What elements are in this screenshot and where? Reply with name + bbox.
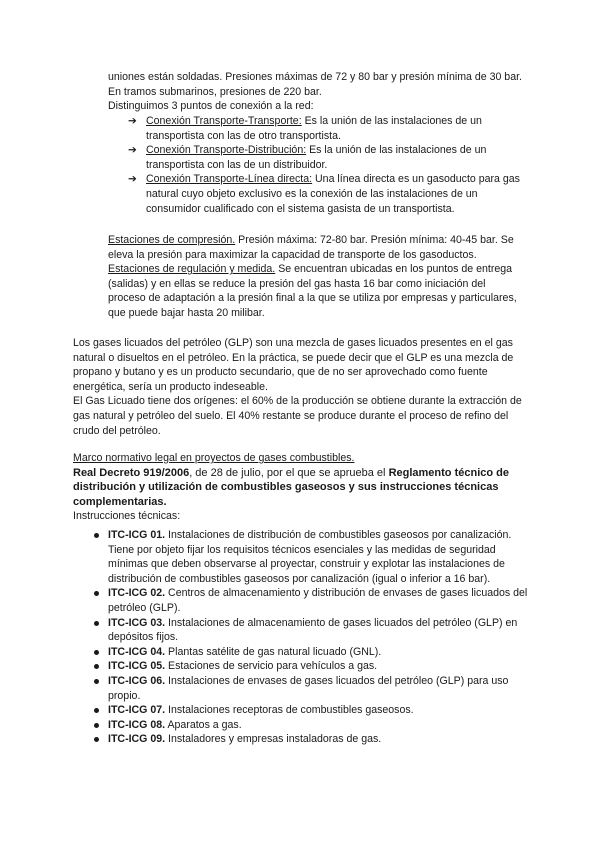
itc-text: Estaciones de servicio para vehículos a gas.	[165, 660, 378, 673]
itc-item	[90, 586, 530, 615]
arrow-icon: ➔	[128, 144, 137, 157]
bullet-icon	[94, 708, 99, 713]
itc-list-container	[90, 528, 530, 747]
itc-code: ITC-ICG 05.	[108, 660, 166, 673]
connection-text: Es la unión de las instalaciones de un transportista con las de un distribuidor.	[146, 144, 487, 171]
connection-arrow-list	[128, 114, 528, 216]
bullet-icon	[94, 679, 99, 684]
royal-decree-number: Real Decreto 919/2006	[73, 466, 190, 479]
regulation-section	[73, 451, 529, 524]
intro-section	[108, 70, 526, 114]
itc-item	[90, 718, 530, 733]
glp-section	[73, 336, 527, 438]
bullet-icon	[94, 621, 99, 626]
connection-title: Conexión Transporte-Distribución:	[146, 144, 307, 157]
connection-title: Conexión Transporte-Línea directa:	[146, 173, 313, 186]
itc-code: ITC-ICG 09.	[108, 733, 166, 746]
itc-code: ITC-ICG 01.	[108, 529, 166, 541]
connection-item	[128, 114, 528, 143]
regulation-stations-paragraph	[108, 262, 526, 320]
bullet-icon	[94, 533, 99, 538]
itc-text: Instalaciones receptoras de combustibles gaseosos.	[165, 704, 414, 717]
itc-code: ITC-ICG 06.	[108, 674, 166, 687]
connection-list	[128, 114, 528, 216]
bullet-icon	[94, 723, 99, 728]
arrow-icon: ➔	[128, 173, 137, 186]
arrow-icon: ➔	[128, 115, 137, 127]
technical-instructions-heading: Instrucciones técnicas:	[73, 510, 181, 523]
itc-code: ITC-ICG 03.	[108, 616, 166, 629]
bullet-icon	[94, 591, 99, 596]
connection-text: Una línea directa es un gasoducto para gas natural cuyo objeto exclusivo es la conexión de las instalaciones de un consumidor cualificado con el sistema gasista de un transportista.	[146, 173, 520, 215]
itc-item	[90, 616, 530, 645]
itc-item	[90, 645, 530, 660]
itc-list	[90, 528, 530, 747]
itc-code: ITC-ICG 04.	[108, 645, 166, 658]
regulation-heading: Marco normativo legal en proyectos de gases combustibles.	[73, 452, 355, 464]
bullet-icon	[94, 664, 99, 669]
compression-stations-paragraph	[108, 233, 526, 262]
itc-text: Instaladores y empresas instaladoras de gas.	[165, 733, 382, 746]
itc-item	[90, 732, 530, 747]
itc-code: ITC-ICG 08.	[108, 718, 166, 731]
itc-item	[90, 659, 530, 674]
itc-text: Instalaciones de envases de gases licuados del petróleo (GLP) para uso propio.	[108, 674, 509, 702]
connection-item	[128, 172, 528, 216]
connection-item	[128, 143, 528, 172]
royal-decree-date: , de 28 de julio, por el que se aprueba el	[189, 466, 389, 479]
compression-stations-title: Estaciones de compresión.	[108, 234, 236, 246]
stations-section	[108, 233, 526, 321]
itc-item	[90, 674, 530, 703]
intro-paragraph: uniones están soldadas. Presiones máximas de 72 y 80 bar y presión mínima de 30 bar. En tramos submarinos, presiones de 220 bar.	[108, 71, 522, 98]
itc-item	[90, 528, 530, 586]
glp-definition-paragraph: Los gases licuados del petróleo (GLP) son una mezcla de gases licuados presentes en el gas natural o disueltos en el petróleo. En la práctica, se puede decir que el GLP es una mezcla de propano y butano y es un producto secundario, que de no ser aprovechado como fuente energética, sería un producto indeseable.	[73, 337, 514, 393]
itc-text: Plantas satélite de gas natural licuado (GNL).	[165, 645, 382, 658]
compression-stations-text: Presión máxima: 72-80 bar. Presión mínima: 40-45 bar. Se eleva la presión para maximizar la capacidad de transporte de los gasoductos.	[108, 234, 514, 261]
itc-text: Instalaciones de distribución de combustibles gaseosos por canalización. Tiene por objeto fijar los requisitos técnicos esenciales y las medidas de seguridad mínimas que deben observarse al proyectar, construir y explotar las instalaciones de distribución de combustibles gaseosos por canalización (igual o inferior a 16 bar).	[108, 529, 512, 585]
itc-text: Aparatos a gas.	[165, 718, 242, 731]
bullet-icon	[94, 737, 99, 742]
connection-points-heading: Distinguimos 3 puntos de conexión a la red:	[108, 100, 314, 113]
royal-decree-paragraph	[73, 466, 529, 510]
itc-text: Instalaciones de almacenamiento de gases licuados del petróleo (GLP) en depósitos fijos.	[108, 616, 518, 644]
regulation-title: Reglamento técnico de distribución y utilización de combustibles gaseosos y sus instrucciones técnicas complementarias.	[73, 466, 509, 508]
regulation-stations-title: Estaciones de regulación y medida.	[108, 263, 276, 276]
bullet-icon	[94, 650, 99, 655]
itc-code: ITC-ICG 02.	[108, 587, 166, 600]
glp-origins-paragraph: El Gas Licuado tiene dos orígenes: el 60% de la producción se obtiene durante la extracción de gas natural y petróleo del suelo. El 40% restante se produce durante el proceso de refino del crudo del petróleo.	[73, 395, 522, 437]
itc-text: Centros de almacenamiento y distribución de envases de gases licuados del petróleo (GLP).	[108, 587, 528, 614]
connection-title: Conexión Transporte-Transporte:	[146, 115, 302, 127]
regulation-stations-text: Se encuentran ubicadas en los puntos de entrega (salidas) y en ellas se reduce la presión del gas hasta 16 bar como iniciación del proceso de adaptación a la presión final a la que se utiliza por empresas y particulares, que puede bajar hasta 20 milibar.	[108, 263, 517, 319]
connection-text: Es la unión de las instalaciones de un transportista con las de otro transportista.	[146, 115, 482, 142]
itc-code: ITC-ICG 07.	[108, 704, 166, 717]
itc-item	[90, 703, 530, 718]
